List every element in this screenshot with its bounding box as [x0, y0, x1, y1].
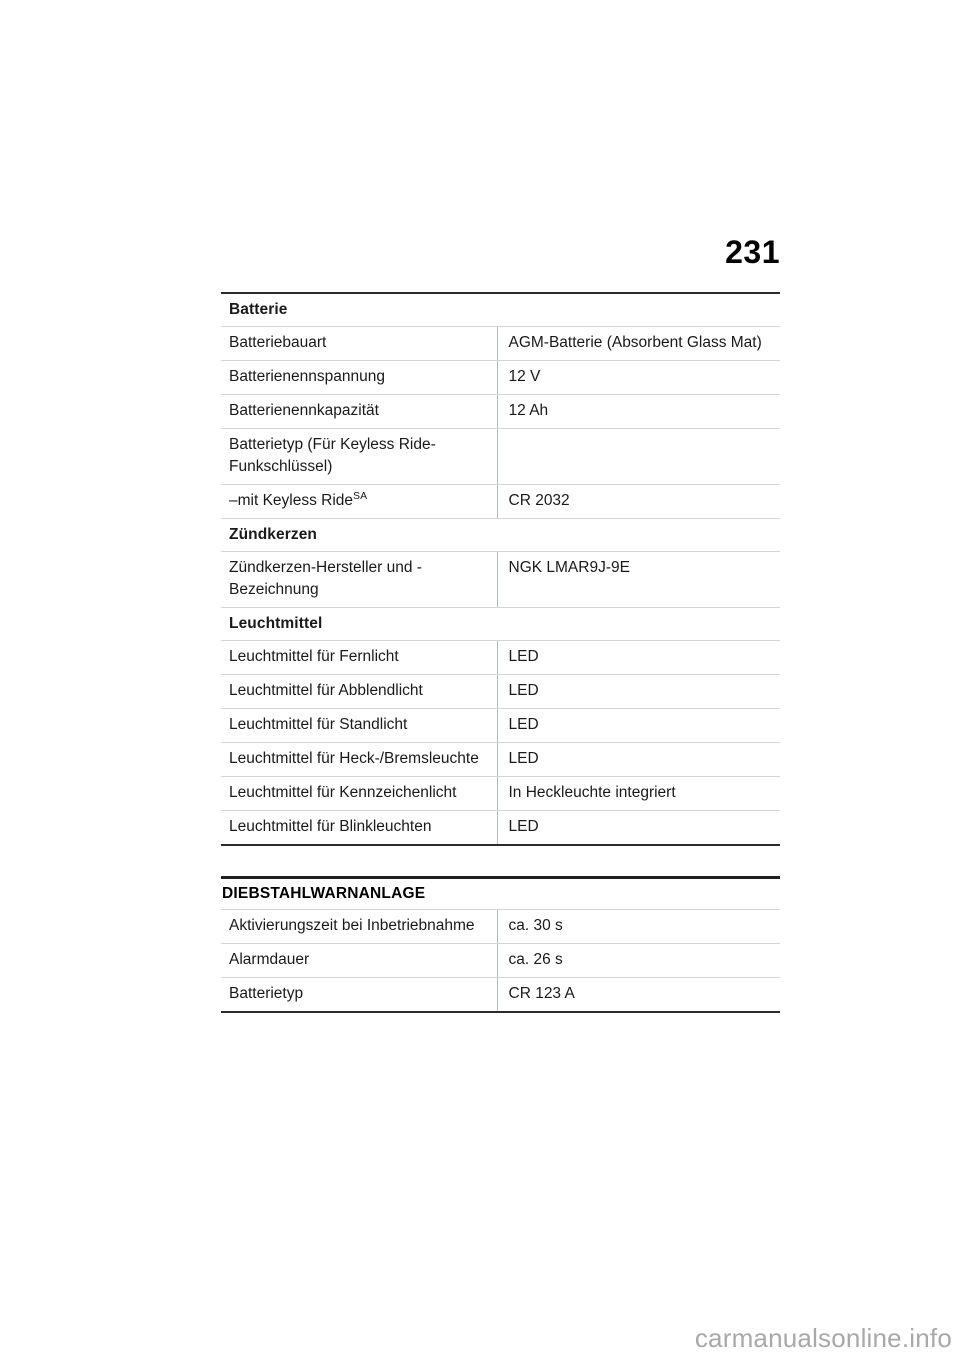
row-label: Leuchtmittel für Blinkleuchten	[221, 811, 497, 846]
row-value: LED	[497, 675, 780, 709]
row-value: CR 2032	[497, 485, 780, 519]
row-label: Leuchtmittel für Fernlicht	[221, 641, 497, 675]
table-row	[221, 641, 780, 675]
section-label: Batterie	[221, 293, 780, 327]
row-label: Leuchtmittel für Heck-/Bremsleuchte	[221, 743, 497, 777]
section-heading-diebstahlwarnanlage: DIEBSTAHLWARNANLAGE	[221, 876, 780, 910]
technische-daten-table	[221, 292, 780, 846]
row-label: Zündkerzen-Hersteller und -Bezeichnung	[221, 552, 497, 608]
row-label: Batterienennspannung	[221, 361, 497, 395]
table-row	[221, 709, 780, 743]
table-row	[221, 978, 780, 1013]
table-row	[221, 944, 780, 978]
row-value: In Heckleuchte integriert	[497, 777, 780, 811]
table-row	[221, 327, 780, 361]
section-label: Zündkerzen	[221, 519, 780, 552]
row-value: 12 Ah	[497, 395, 780, 429]
table-row	[221, 429, 780, 485]
table-section-header	[221, 293, 780, 327]
watermark-carmanualsonline: carmanualsonline.info	[694, 1323, 952, 1353]
table-section-header	[221, 519, 780, 552]
row-value: NGK LMAR9J-9E	[497, 552, 780, 608]
row-value: ca. 30 s	[497, 910, 780, 944]
row-label	[221, 485, 497, 519]
row-value	[497, 429, 780, 485]
section-label: Leuchtmittel	[221, 608, 780, 641]
row-label: Batterietyp	[221, 978, 497, 1013]
row-label: Batterienennkapazität	[221, 395, 497, 429]
row-label: Leuchtmittel für Standlicht	[221, 709, 497, 743]
row-label-text: –mit Keyless Ride	[229, 492, 354, 509]
page-number: 231	[725, 234, 780, 270]
row-value: LED	[497, 743, 780, 777]
row-label: Aktivierungszeit bei Inbetriebnahme	[221, 910, 497, 944]
row-label: Batteriebauart	[221, 327, 497, 361]
section-spacer	[221, 846, 780, 876]
row-label: Alarmdauer	[221, 944, 497, 978]
row-value: 12 V	[497, 361, 780, 395]
diebstahlwarnanlage-body	[221, 910, 780, 1012]
table-row	[221, 552, 780, 608]
table-row	[221, 811, 780, 846]
table-row	[221, 395, 780, 429]
table-row	[221, 777, 780, 811]
table-row	[221, 743, 780, 777]
row-label: Leuchtmittel für Abblendlicht	[221, 675, 497, 709]
row-value: CR 123 A	[497, 978, 780, 1013]
table-row	[221, 485, 780, 519]
table-row	[221, 910, 780, 944]
row-value: LED	[497, 709, 780, 743]
row-value: LED	[497, 811, 780, 846]
row-label: Leuchtmittel für Kennzeichenlicht	[221, 777, 497, 811]
row-value: LED	[497, 641, 780, 675]
row-label: Batterietyp (Für Keyless Ride-Funkschlüssel)	[221, 429, 497, 485]
table-section-header	[221, 608, 780, 641]
table-row	[221, 675, 780, 709]
row-value: ca. 26 s	[497, 944, 780, 978]
diebstahlwarnanlage-table	[221, 910, 780, 1013]
technische-daten-body	[221, 293, 780, 845]
table-row	[221, 361, 780, 395]
row-value: AGM-Batterie (Absorbent Glass Mat)	[497, 327, 780, 361]
row-label-superscript: SA	[353, 489, 368, 502]
page-content	[221, 292, 780, 1013]
